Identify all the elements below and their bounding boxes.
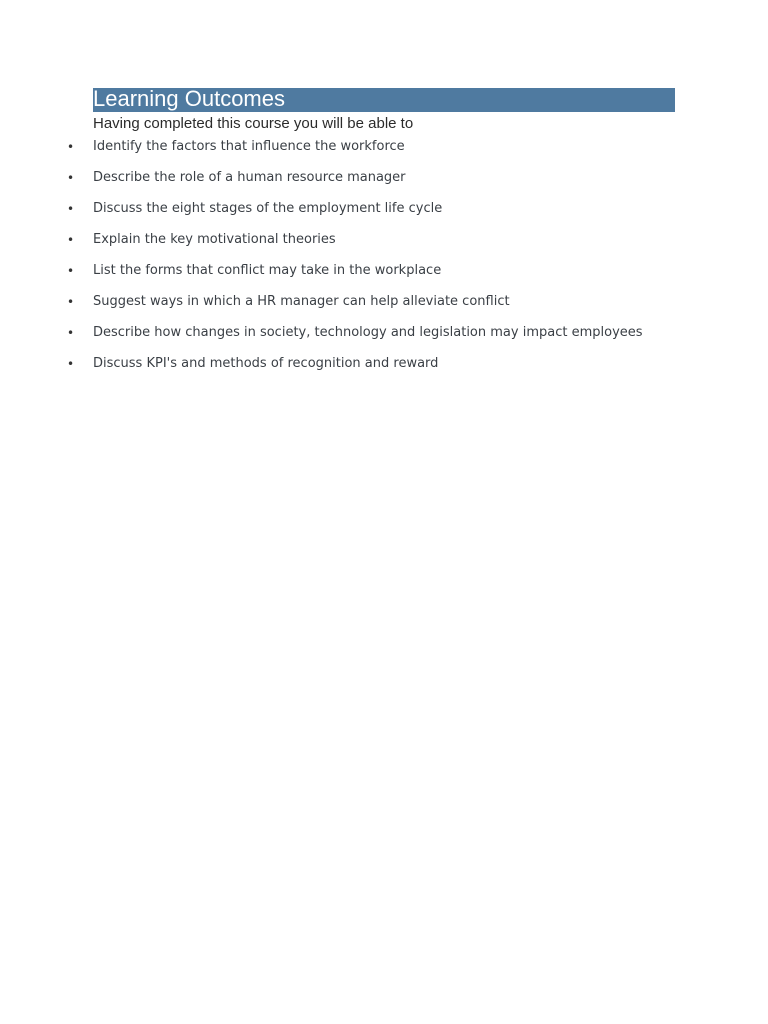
bullet-icon: • [67, 295, 75, 309]
outcome-text: Discuss KPI's and methods of recognition and reward [93, 356, 439, 371]
outcome-text: Explain the key motivational theories [93, 232, 336, 247]
list-item [0, 136, 768, 167]
bullet-icon: • [67, 171, 75, 185]
outcome-text: Describe the role of a human resource manager [93, 170, 406, 185]
outcome-text: Describe how changes in society, technology and legislation may impact employees [93, 325, 643, 340]
outcome-text: Identify the factors that influence the workforce [93, 139, 405, 154]
list-item [0, 291, 768, 322]
title-bar [93, 88, 675, 112]
list-item [0, 198, 768, 229]
list-item [0, 353, 768, 384]
outcome-text: Discuss the eight stages of the employment life cycle [93, 201, 443, 216]
list-item [0, 229, 768, 260]
list-item [0, 167, 768, 198]
bullet-icon: • [67, 357, 75, 371]
intro-text: Having completed this course you will be able to [93, 115, 414, 132]
bullet-icon: • [67, 202, 75, 216]
list-item [0, 322, 768, 353]
outcome-text: List the forms that conflict may take in the workplace [93, 263, 442, 278]
list-item [0, 260, 768, 291]
page-title: Learning Outcomes [93, 86, 285, 111]
outcome-text: Suggest ways in which a HR manager can help alleviate conflict [93, 294, 510, 309]
bullet-icon: • [67, 233, 75, 247]
bullet-icon: • [67, 326, 75, 340]
bullet-icon: • [67, 264, 75, 278]
bullet-icon: • [67, 140, 75, 154]
learning-outcomes-list [0, 136, 768, 384]
